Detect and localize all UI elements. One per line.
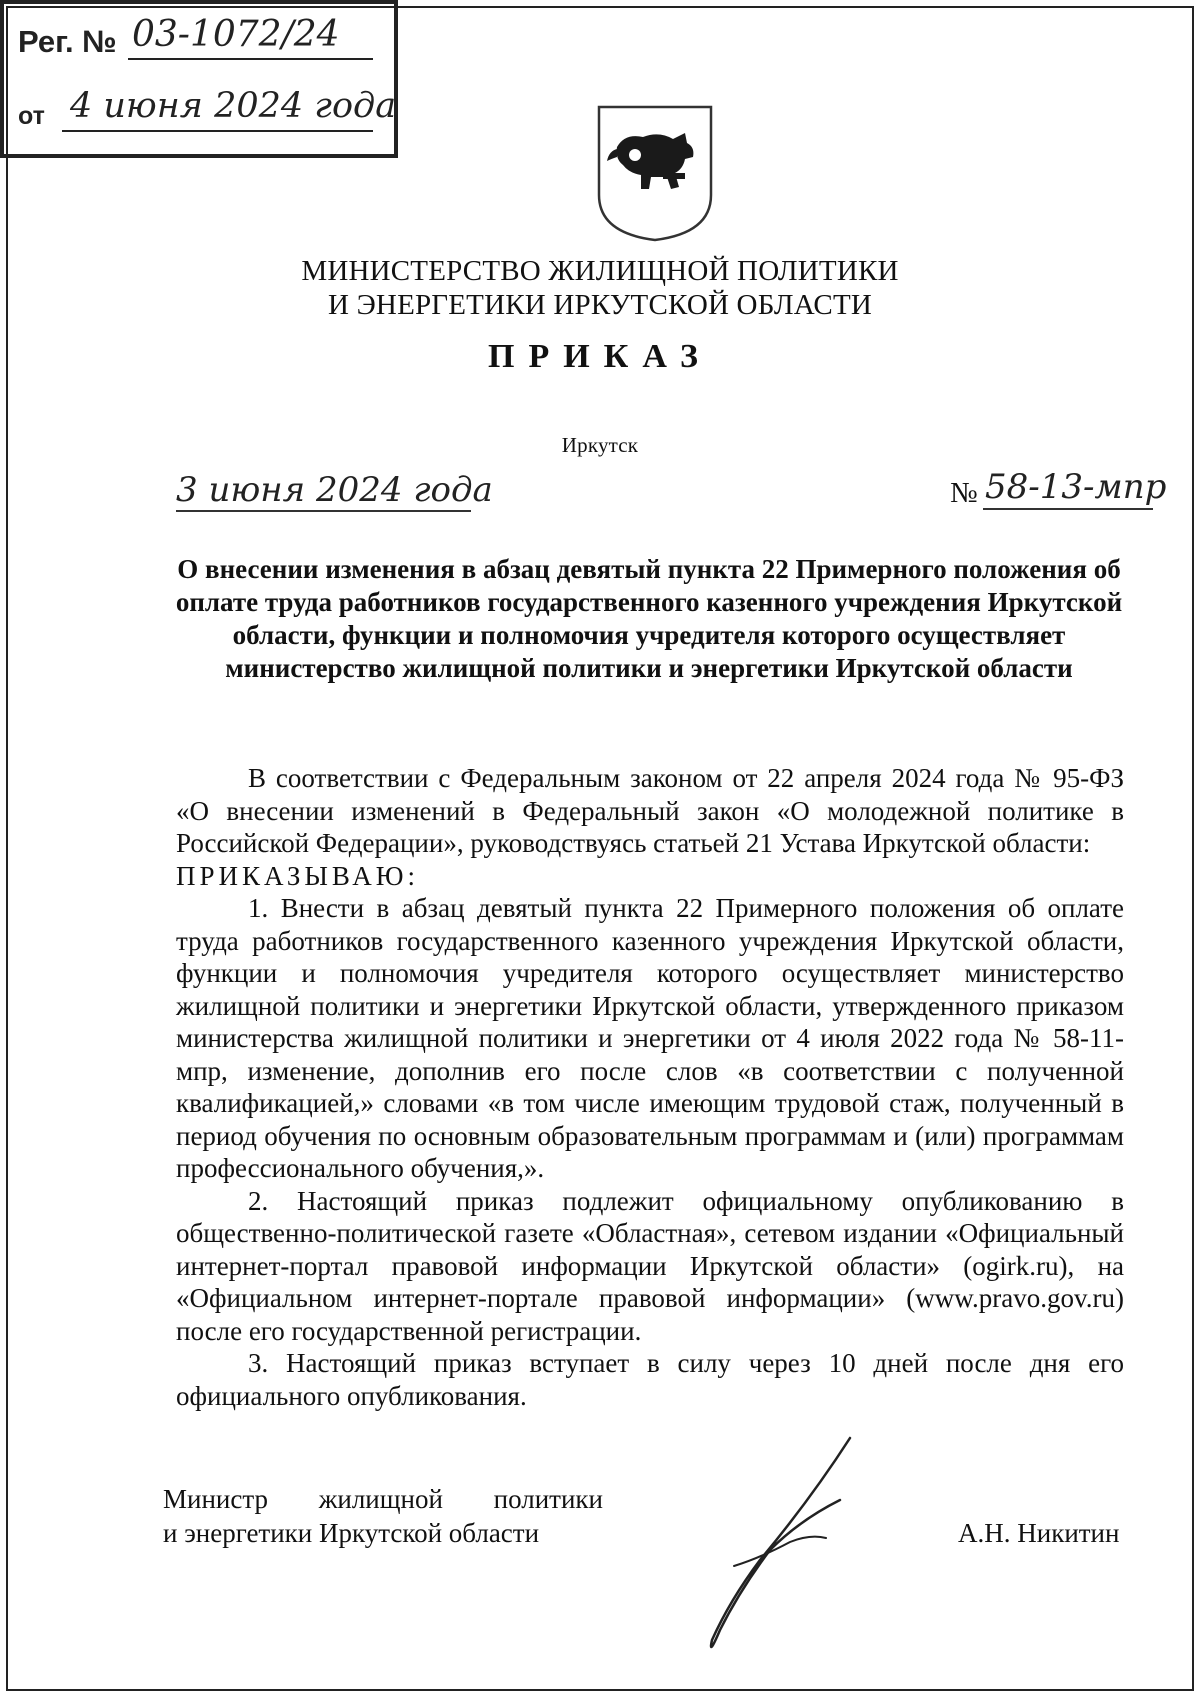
signatory-name: А.Н. Никитин [958,1518,1120,1548]
signatory-position-line2: и энергетики Иркутской области [163,1518,540,1548]
order-number-underline [983,508,1153,510]
order-body [176,762,1124,1412]
reg-date-underline [62,130,373,132]
item-2-paragraph: 2. Настоящий приказ подлежит официальному опубликованию в общественно-политической газете «Областная», сетевом издании «Официальный интернет-портал правовой информации Иркутской области» (ogirk.ru), на «Официальном интернет-портале правовой информации» (www.pravo.gov.ru) после его государственной регистрации. [176,1185,1124,1346]
signatory-position-line1: Министр жилищной политики [163,1484,603,1514]
reg-number-value: 03-1072/24 [132,14,340,55]
reg-date-label: от [18,102,45,130]
reg-number-label: Рег. № [18,24,117,59]
document-type-title: ПРИКАЗ [488,338,712,375]
order-date-underline [176,510,471,512]
order-number-handwritten: 58-13-мпр [985,467,1167,507]
handwritten-signature [690,1430,870,1670]
reg-date-value: 4 июня 2024 года [70,86,397,126]
registration-stamp [0,0,398,158]
order-subject: О внесении изменения в абзац девятый пункта 22 Примерного положения об оплате труда работников государственного казенного учреждения Иркутской области, функции и полномочия учредителя которого осуществляет министерство жилищной политики и энергетики Иркутской области [175,554,1123,683]
order-date-handwritten: 3 июня 2024 года [176,470,493,510]
ministry-name-line1: МИНИСТЕРСТВО ЖИЛИЩНОЙ ПОЛИТИКИ [301,255,899,287]
city-name: Иркутск [561,433,639,457]
item-1-paragraph: 1. Внести в абзац девятый пункта 22 Примерного положения об оплате труда работников государственного казенного учреждения Иркутской области, функции и полномочия учредителя которого осуществляет министерство жилищной политики и энергетики Иркутской области, утвержденного приказом министерства жилищной политики и энергетики от 4 июля 2022 года № 58-11-мпр, изменение, дополнив его после слов «в соответствии с полученной квалификацией,» словами «в том числе имеющим трудовой стаж, полученный в период обучения по основным образовательным программам и (или) программам профессионального обучения,». [176,893,1124,1183]
preamble-paragraph: В соответствии с Федеральным законом от 22 апреля 2024 года № 95-ФЗ «О внесении изменений в Федеральный закон «О молодежной политике в Российской Федерации», руководствуясь статьей 21 Устава Иркутской области: [176,763,1124,858]
order-directive-word: ПРИКАЗЫВАЮ: [176,860,419,891]
item-3-paragraph: 3. Настоящий приказ вступает в силу через 10 дней после дня его официального опубликования. [176,1348,1124,1411]
reg-number-underline [128,58,373,60]
order-number-label: № [950,477,978,509]
ministry-name-line2: И ЭНЕРГЕТИКИ ИРКУТСКОЙ ОБЛАСТИ [327,289,872,321]
